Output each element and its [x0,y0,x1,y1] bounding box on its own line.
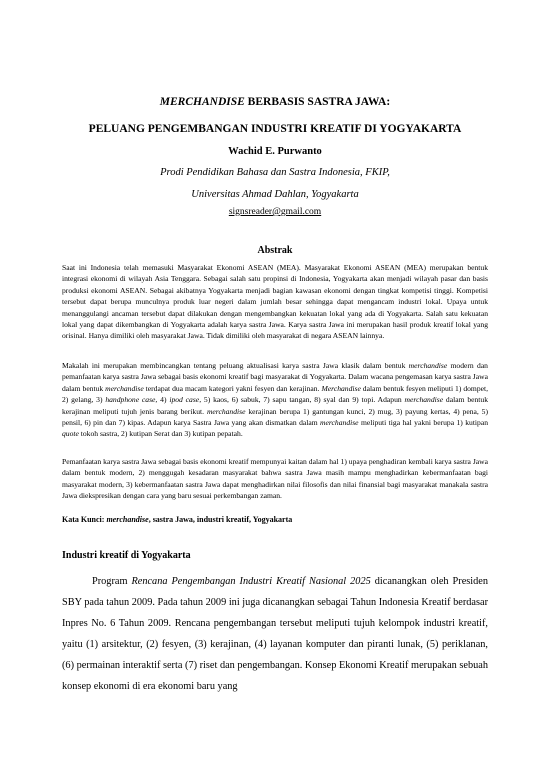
abstract-paragraph-2: Makalah ini merupakan membincangkan tentang peluang aktualisasi karya sastra Jawa klasik dalam bentuk merchandise modern dan pemanfaatan karya sastra Jawa sebagai basis ekonomi kreatif bagi masyarakat di Yogyakarta. Dalam wacana pengemasan karya sastra Jawa dalam bentuk merchandise terdapat dua macam kategori yakni fesyen dan kerajinan. Merchandise dalam bentuk fesyen meliputi 1) dompet, 2) gelang, 3) handphone case, 4) ipod case, 5) kaos, 6) sabuk, 7) sapu tangan, 8) syal dan 9) topi. Adapun merchandise dalam bentuk kerajinan meliputi tujuh jenis barang berikut. merchandise kerajinan berupa 1) gantungan kunci, 2) mug, 3) payung kertas, 4) pena, 5) pensil, 6) pin dan 7) kipas. Adapun karya Sastra Jawa yang akan dismatkan dalam merchandise meliputi tiga hal yakni berupa 1) kutipan quote tokoh sastra, 2) kutipan Serat dan 3) kutipan pepatah. [62,361,488,439]
section-body-paragraph: Program Rencana Pengembangan Industri Kreatif Nasional 2025 dicanangkan oleh Presiden SBY pada tahun 2009. Pada tahun 2009 ini juga dicanangkan sebagai Tahun Indonesia Kreatif berdasar Inpres No. 6 Tahun 2009. Rencana pengembangan tersebut meliputi tujuh kelompok industri kreatif, yaitu (1) arsitektur, (2) fesyen, (3) kerajinan, (4) layanan komputer dan piranti lunak, (5) periklanan, (6) permainan interaktif serta (7) riset dan pengembangan. Konsep Ekonomi Kreatif merupakan sebuah konsep ekonomi di era ekonomi baru yang [62,576,488,692]
author-name: Wachid E. Purwanto [228,146,322,157]
abstract-paragraph-3: Pemanfaatan karya sastra Jawa sebagai basis ekonomi kreatif mempunyai kaitan dalam hal 1) upaya penghadiran kembali karya sastra Jawa dalam bentuk modern, 2) menggugah kesadaran masyarakat bahwa sastra Jawa masih mampu menghadirkan kebermanfaatan bagi masyarakat modern, 3) kebermanfaatan sastra Jawa dapat menghadirkan nilai filosofis dan nilai finansial bagi masyarakat manakala sastra Jawa diekspresikan dengan cara yang baru sesuai perkembangan zaman. [62,457,488,501]
affiliation-line-2: Universitas Ahmad Dahlan, Yogyakarta [191,189,359,200]
paper-title [0,96,550,108]
affiliation-line-1: Prodi Pendidikan Bahasa dan Sastra Indonesia, FKIP, [160,167,390,178]
section-heading: Industri kreatif di Yogyakarta [62,550,191,561]
keywords-label: Kata Kunci: [62,515,107,524]
abstract-heading: Abstrak [257,245,293,256]
keywords-line: Kata Kunci: merchandise, sastra Jawa, industri kreatif, Yogyakarta [62,515,293,524]
title-rest: BERBASIS SASTRA JAWA: [244,96,391,108]
paper-subtitle: PELUANG PENGEMBANGAN INDUSTRI KREATIF DI YOGYAKARTA [88,123,462,135]
author-email-link[interactable]: signsreader@gmail.com [228,207,322,217]
abstract-paragraph-1: Saat ini Indonesia telah memasuki Masyarakat Ekonomi ASEAN (MEA). Masyarakat Ekonomi ASEAN (MEA) merupakan bentuk integrasi ekonomi di wilayah Asia Tenggara. Sebagai salah satu propinsi di Indonesia, Yogyakarta akan menjadi wilayah pasar dan basis produksi ekonomi ASEAN. Sebagai akibatnya Yogyakarta menjadi bagian kawasan ekonomi dengan tingkat kompetisi tinggi. Kompetisi tersebut dapat berupa munculnya produk luar negeri dalam jumlah besar sehingga dapat mengancam industri lokal. Upaya untuk menanggulangi ancaman tersebut dapat dilakukan dengan mengembangkan kekuatan lokal yang ada di Yogyakarta. Salah satu kekuatan lokal yang dapat dikembangkan di Yogyakarta adalah karya sastra Jawa. Karya sastra Jawa ini merupakan hasil produk kreatif lokal yang orisinal. Hanya dimiliki oleh masyarakat Jawa. Tidak dimiliki oleh masyarakat di negara ASEAN lainnya. [62,263,488,341]
title-italic-word: MERCHANDISE [159,96,245,108]
